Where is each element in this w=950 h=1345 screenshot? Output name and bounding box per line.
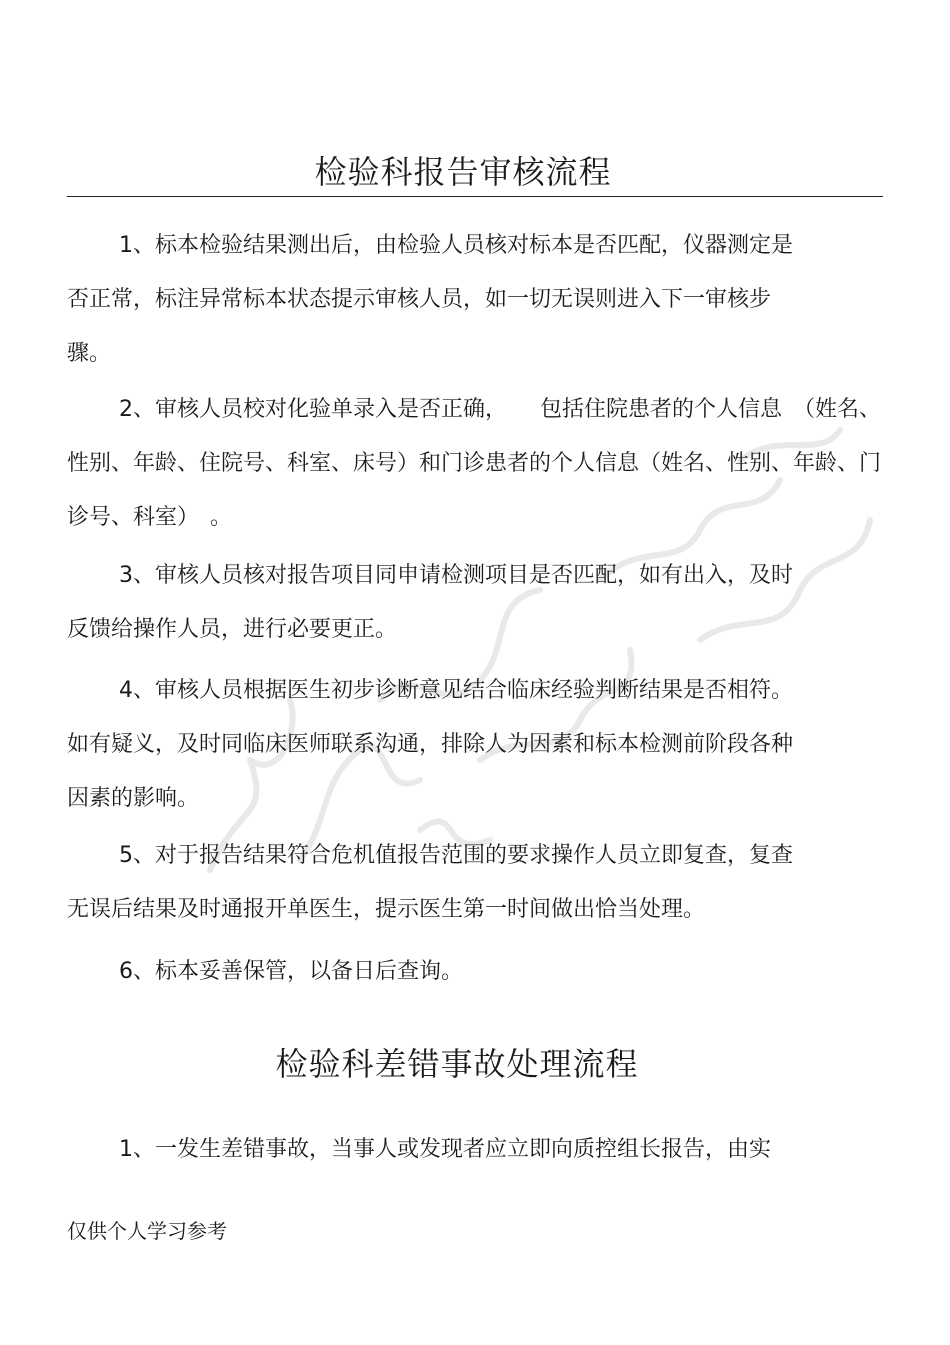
paragraph-1: 1、标本检验结果测出后，由检验人员核对标本是否匹配，仪器测定是否正常，标注异常标本状态提示审核人员，如一切无误则进入下一审核步骤。 [67, 233, 793, 366]
paragraph-6: 6、标本妥善保管，以备日后查询。 [119, 959, 463, 984]
section2-paragraph-1: 1、一发生差错事故，当事人或发现者应立即向质控组长报告，由实 [119, 1137, 771, 1162]
section-title: 检验科差错事故处理流程 [275, 1045, 639, 1083]
title-divider [67, 196, 883, 197]
paragraph-2: 2、审核人员校对化验单录入是否正确， 包括住院患者的个人信息 （姓名、性别、年龄、住院号、科室、床号）和门诊患者的个人信息（姓名、性别、年龄、门诊号、科室） 。 [67, 397, 882, 530]
paragraph-3: 3、审核人员核对报告项目同申请检测项目是否匹配，如有出入，及时反馈给操作人员，进行必要更正。 [67, 563, 793, 642]
paragraph-5: 5、对于报告结果符合危机值报告范围的要求操作人员立即复查，复查无误后结果及时通报开单医生，提示医生第一时间做出恰当处理。 [67, 843, 793, 922]
page-title: 检验科报告审核流程 [314, 153, 612, 191]
footer-note: 仅供个人学习参考 [67, 1219, 227, 1243]
paragraph-4: 4、审核人员根据医生初步诊断意见结合临床经验判断结果是否相符。如有疑义，及时同临床医师联系沟通，排除人为因素和标本检测前阶段各种因素的影响。 [67, 678, 794, 811]
